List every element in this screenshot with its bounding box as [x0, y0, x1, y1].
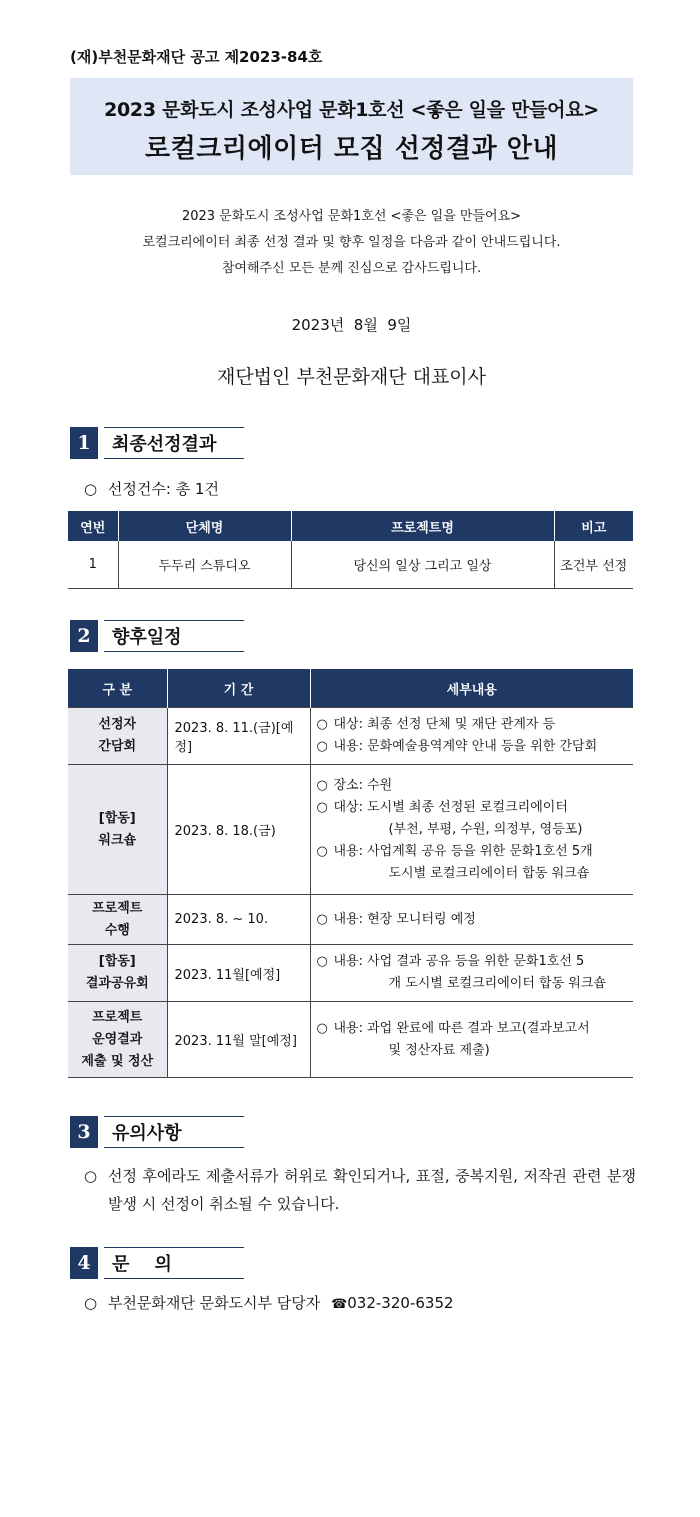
table-row: [68, 765, 633, 895]
contact-line: [84, 1292, 454, 1313]
contact-phone: 032-320-6352: [347, 1294, 454, 1312]
detail-text: 대상: 최종 선정 단체 및 재단 관계자 등: [333, 717, 556, 732]
section-number: 4: [70, 1247, 98, 1279]
detail-text: 도시별 로컬크리에이터 합동 워크숍: [388, 865, 590, 881]
title-box: [70, 78, 633, 175]
detail-line: [317, 973, 630, 995]
table-row: [68, 541, 633, 589]
detail-text: 내용: 문화예술용역계약 안내 등을 위한 간담회: [333, 739, 598, 754]
section-4-heading: [70, 1247, 250, 1281]
table-cell: 1: [68, 541, 118, 589]
schedule-table: [68, 669, 633, 1078]
header-cell: 단체명: [118, 511, 291, 541]
selection-table: [68, 511, 633, 589]
schedule-period: 2023. 8. 18.(금): [167, 765, 310, 895]
detail-line: [317, 775, 630, 797]
bullet-mark: ○: [316, 799, 328, 815]
bullet-mark: [317, 973, 334, 995]
detail-text: 및 정산자료 제출): [388, 1042, 490, 1058]
table-header-row: [68, 511, 633, 541]
bullet-mark: ○: [316, 843, 328, 859]
section-overline: [104, 427, 244, 428]
intro-line-2: 로컬크리에이터 최종 선정 결과 및 향후 일정을 다음과 같이 안내드립니다.: [142, 235, 561, 250]
schedule-details: [310, 895, 633, 945]
notice-date: 2023년 8월 9일: [291, 316, 412, 334]
detail-text: 대상: 도시별 최종 선정된 로컬크리에이터: [333, 799, 568, 815]
schedule-details: [310, 708, 633, 765]
section-number: 1: [70, 427, 98, 459]
detail-line: [317, 909, 630, 931]
section-title: 문 의: [112, 1254, 172, 1275]
section-3-heading: [70, 1116, 250, 1150]
schedule-category: 프로젝트 운영결과 제출 및 정산: [68, 1002, 167, 1078]
header-cell: 연번: [68, 511, 118, 541]
bullet-mark: ○: [316, 717, 328, 732]
section-underline: [104, 458, 244, 459]
section-title: 향후일정: [112, 627, 182, 648]
detail-line: [317, 797, 630, 819]
selection-count-text: 선정건수: 총 1건: [107, 480, 219, 498]
table-cell: 당신의 일상 그리고 일상: [291, 541, 554, 589]
table-row: [68, 895, 633, 945]
schedule-period: 2023. 8. 11.(금)[예정]: [167, 708, 310, 765]
detail-line: [317, 863, 630, 885]
schedule-period: 2023. 11월[예정]: [167, 945, 310, 1002]
section-2-heading: [70, 620, 250, 654]
table-cell: 조건부 선정: [554, 541, 633, 589]
bullet-mark: ○: [316, 1020, 328, 1036]
section-title: 최종선정결과: [112, 434, 217, 455]
schedule-period: 2023. 8. ~ 10.: [167, 895, 310, 945]
section-1-heading: [70, 427, 250, 461]
section-number: 3: [70, 1116, 98, 1148]
title-line-2: 로컬크리에이터 모집 선정결과 안내: [145, 134, 558, 164]
schedule-category: 선정자 간담회: [68, 708, 167, 765]
detail-line: [317, 819, 630, 841]
bullet-mark: [317, 1040, 334, 1062]
section-title: 유의사항: [112, 1123, 182, 1144]
header-cell: 구 분: [68, 669, 167, 708]
intro-line-1: 2023 문화도시 조성사업 문화1호선 <좋은 일을 만들어요>: [181, 209, 522, 224]
header-cell: 세부내용: [310, 669, 633, 708]
section-overline: [104, 1247, 244, 1248]
detail-text: 내용: 과업 완료에 따른 결과 보고(결과보고서: [333, 1020, 590, 1036]
table-cell: 두두리 스튜디오: [118, 541, 291, 589]
table-header-row: [68, 669, 633, 708]
title-line-1: 2023 문화도시 조성사업 문화1호선 <좋은 일을 만들어요>: [104, 99, 599, 121]
header-cell: 비고: [554, 511, 633, 541]
section-underline: [104, 651, 244, 652]
detail-text: 장소: 수원: [333, 777, 393, 793]
detail-line: [317, 736, 630, 758]
section-overline: [104, 620, 244, 621]
bullet-mark: ○: [316, 954, 328, 969]
detail-line: [317, 1018, 630, 1040]
detail-text: 내용: 현장 모니터링 예정: [333, 911, 476, 927]
bullet-mark: ○: [84, 1167, 98, 1185]
section-overline: [104, 1116, 244, 1117]
caution-note: [84, 1162, 636, 1218]
detail-text: 내용: 사업 결과 공유 등을 위한 문화1호선 5: [333, 954, 585, 969]
section-underline: [104, 1147, 244, 1148]
detail-line: [317, 1040, 630, 1062]
bullet-mark: ○: [84, 1294, 98, 1312]
table-row: [68, 708, 633, 765]
bullet-mark: ○: [316, 739, 328, 754]
schedule-details: [310, 765, 633, 895]
detail-text: (부천, 부평, 수원, 의정부, 영등포): [388, 821, 583, 837]
table-row: [68, 1002, 633, 1078]
intro-line-3: 참여해주신 모든 분께 진심으로 감사드립니다.: [221, 261, 482, 276]
schedule-category: [합동] 워크숍: [68, 765, 167, 895]
schedule-details: [310, 1002, 633, 1078]
detail-text: 내용: 사업계획 공유 등을 위한 문화1호선 5개: [333, 843, 593, 859]
bullet-mark: ○: [316, 911, 328, 927]
bullet-mark: [317, 819, 334, 841]
header-cell: 기 간: [167, 669, 310, 708]
section-underline: [104, 1278, 244, 1279]
bullet-mark: ○: [316, 777, 328, 793]
schedule-period: 2023. 11월 말[예정]: [167, 1002, 310, 1078]
header-cell: 프로젝트명: [291, 511, 554, 541]
issuer-org: 재단법인 부천문화재단 대표이사: [216, 366, 487, 388]
phone-icon: ☎: [331, 1297, 348, 1312]
intro-text: [70, 204, 633, 282]
selection-count: [84, 478, 219, 499]
notice-number: (재)부천문화재단 공고 제2023-84호: [70, 48, 323, 66]
caution-text: 선정 후에라도 제출서류가 허위로 확인되거나, 표절, 중복지원, 저작권 관련 분쟁 발생 시 선정이 취소될 수 있습니다.: [108, 1167, 636, 1213]
detail-line: [317, 714, 630, 736]
table-row: [68, 945, 633, 1002]
bullet-mark: [317, 863, 334, 885]
bullet-mark: ○: [84, 480, 98, 498]
detail-line: [317, 951, 630, 973]
schedule-category: 프로젝트 수행: [68, 895, 167, 945]
section-number: 2: [70, 620, 98, 652]
detail-line: [317, 841, 630, 863]
detail-text: 개 도시별 로컬크리에이터 합동 워크숍: [388, 976, 606, 991]
contact-text: 부천문화재단 문화도시부 담당자: [107, 1294, 321, 1312]
schedule-details: [310, 945, 633, 1002]
schedule-category: [합동] 결과공유회: [68, 945, 167, 1002]
